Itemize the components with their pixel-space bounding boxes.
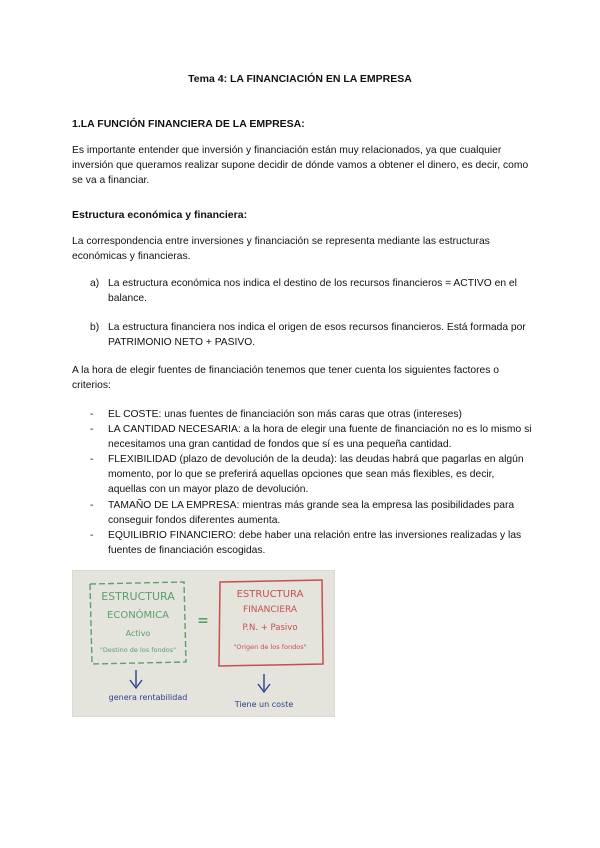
list-text: LA CANTIDAD NECESARIA: a la hora de elegir una fuente de financiación no es lo mismo si necesitamos una gran cantidad de fondos que sí es una pequeña cantidad. [108, 424, 532, 451]
criteria-intro-paragraph: A la hora de elegir fuentes de financiación tenemos que tener cuenta los siguientes factores o criterios: [72, 365, 500, 392]
wb-left-line1: ESTRUCTURA [101, 590, 175, 603]
list-marker: - [90, 424, 94, 435]
list-item [90, 407, 535, 422]
list-marker: - [90, 454, 94, 465]
list-item [90, 276, 530, 306]
list-text: La estructura económica nos indica el destino de los recursos financieros = ACTIVO en el balance. [108, 278, 517, 305]
wb-right-note: Tiene un coste [234, 700, 294, 709]
list-item [90, 452, 535, 498]
list-marker: a) [90, 278, 100, 289]
list-item [90, 498, 535, 528]
wb-equals: = [197, 613, 209, 629]
wb-left-line4: "Destino de los fondos" [99, 646, 177, 654]
wb-left-line2: ECONÓMICA [107, 610, 169, 621]
list-text: TAMAÑO DE LA EMPRESA: mientras más grande sea la empresa las posibilidades para conseguir fondos diferentes aumenta. [108, 500, 515, 527]
list-text: EQUILIBRIO FINANCIERO: debe haber una relación entre las inversiones realizadas y las fuentes de financiación escogidas. [108, 530, 522, 557]
intro-paragraph: Es importante entender que inversión y financiación están muy relacionados, ya que cualquier inversión que queramos realizar supone decidir de dónde vamos a obtener el dinero, es decir, como se va a financiar. [72, 145, 529, 187]
list-marker: - [90, 500, 94, 511]
list-item [90, 528, 535, 558]
list-text: La estructura financiera nos indica el origen de esos recursos financieros. Está formada por PATRIMONIO NETO + PASIVO. [108, 322, 526, 349]
list-marker: b) [90, 322, 100, 333]
list-item [90, 320, 530, 350]
list-text: EL COSTE: unas fuentes de financiación son más caras que otras (intereses) [108, 409, 462, 420]
structures-paragraph: La correspondencia entre inversiones y financiación se representa mediante las estructuras económicas y financieras. [72, 236, 490, 263]
wb-right-line4: "Origen de los fondos" [233, 643, 307, 651]
wb-left-note: genera rentabilidad [108, 693, 188, 702]
wb-right-line3: P.N. + Pasivo [242, 623, 298, 633]
whiteboard-photo [72, 570, 335, 717]
document-title: Tema 4: LA FINANCIACIÓN EN LA EMPRESA [188, 73, 412, 85]
section-heading: 1.LA FUNCIÓN FINANCIERA DE LA EMPRESA: [72, 118, 305, 130]
list-marker: - [90, 409, 94, 420]
list-text: FLEXIBILIDAD (plazo de devolución de la deuda): las deudas habrá que pagarlas en algún momento, por lo que se preferirá aquellas opciones que sean más flexibles, es decir, aquellas con un mayor plazo de devolución. [108, 454, 524, 496]
wb-right-line1: ESTRUCTURA [236, 589, 304, 600]
wb-right-line2: FINANCIERA [242, 605, 298, 615]
subheading: Estructura económica y financiera: [72, 209, 248, 221]
wb-left-line3: Activo [125, 629, 151, 638]
list-item [90, 422, 535, 452]
list-marker: - [90, 530, 94, 541]
